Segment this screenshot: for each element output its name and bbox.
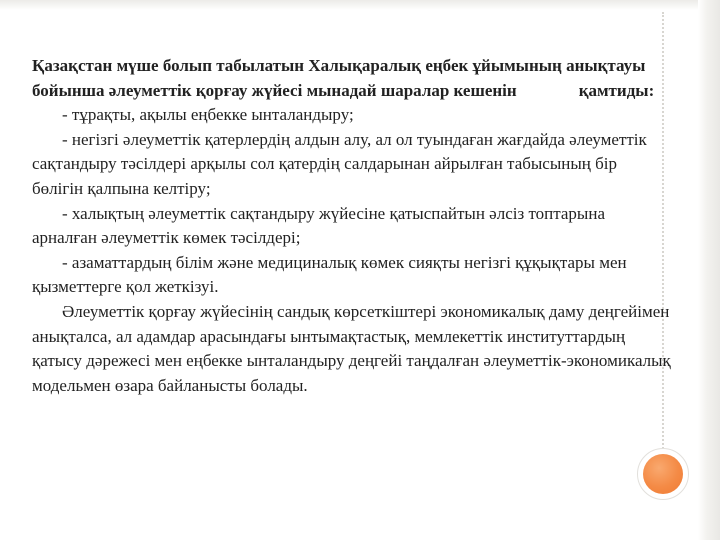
decorative-orange-circle	[643, 454, 683, 494]
list-item: - негізгі әлеуметтік қатерлердің алдын алу, ал ол туындаған жағдайда әлеуметтік сақтандыру тәсілдері арқылы сол қатердің салдарынан айрылған табысының бір бөлігін қалпына келтіру;	[32, 129, 647, 198]
slide-heading	[32, 54, 672, 103]
list-item: - халықтың әлеуметтік сақтандыру жүйесіне қатыспайтын әлсіз топтарына арналған әлеуметтік көмек тәсілдері;	[32, 203, 605, 248]
closing-paragraph: Әлеуметтік қорғау жүйесінің сандық көрсеткіштері экономикалық даму деңгейімен анықталса, ал адамдар арасындағы ынтымақтастық, мемлекеттік институттардың қатысу дәрежесі мен еңбекке ынталандыру деңгейі таңдалған әлеуметтік-экономикалық модельмен өзара байланысты болады.	[32, 301, 671, 395]
list-item: - тұрақты, ақылы еңбекке ынталандыру;	[62, 105, 354, 125]
slide-top-border	[0, 0, 720, 10]
heading-text-end: қамтиды:	[578, 80, 655, 100]
slide-body	[32, 54, 672, 398]
heading-text: Қазақстан мүше болып табылатын Халықаралық еңбек ұйымының анықтауы бойынша әлеуметтік қорғау жүйесі мынадай шаралар кешенін	[32, 56, 646, 100]
list-item: - азаматтардың білім және медициналық көмек сияқты негізгі құқықтары мен қызметтерге қол жеткізуі.	[32, 252, 627, 297]
slide-right-border	[698, 0, 720, 540]
